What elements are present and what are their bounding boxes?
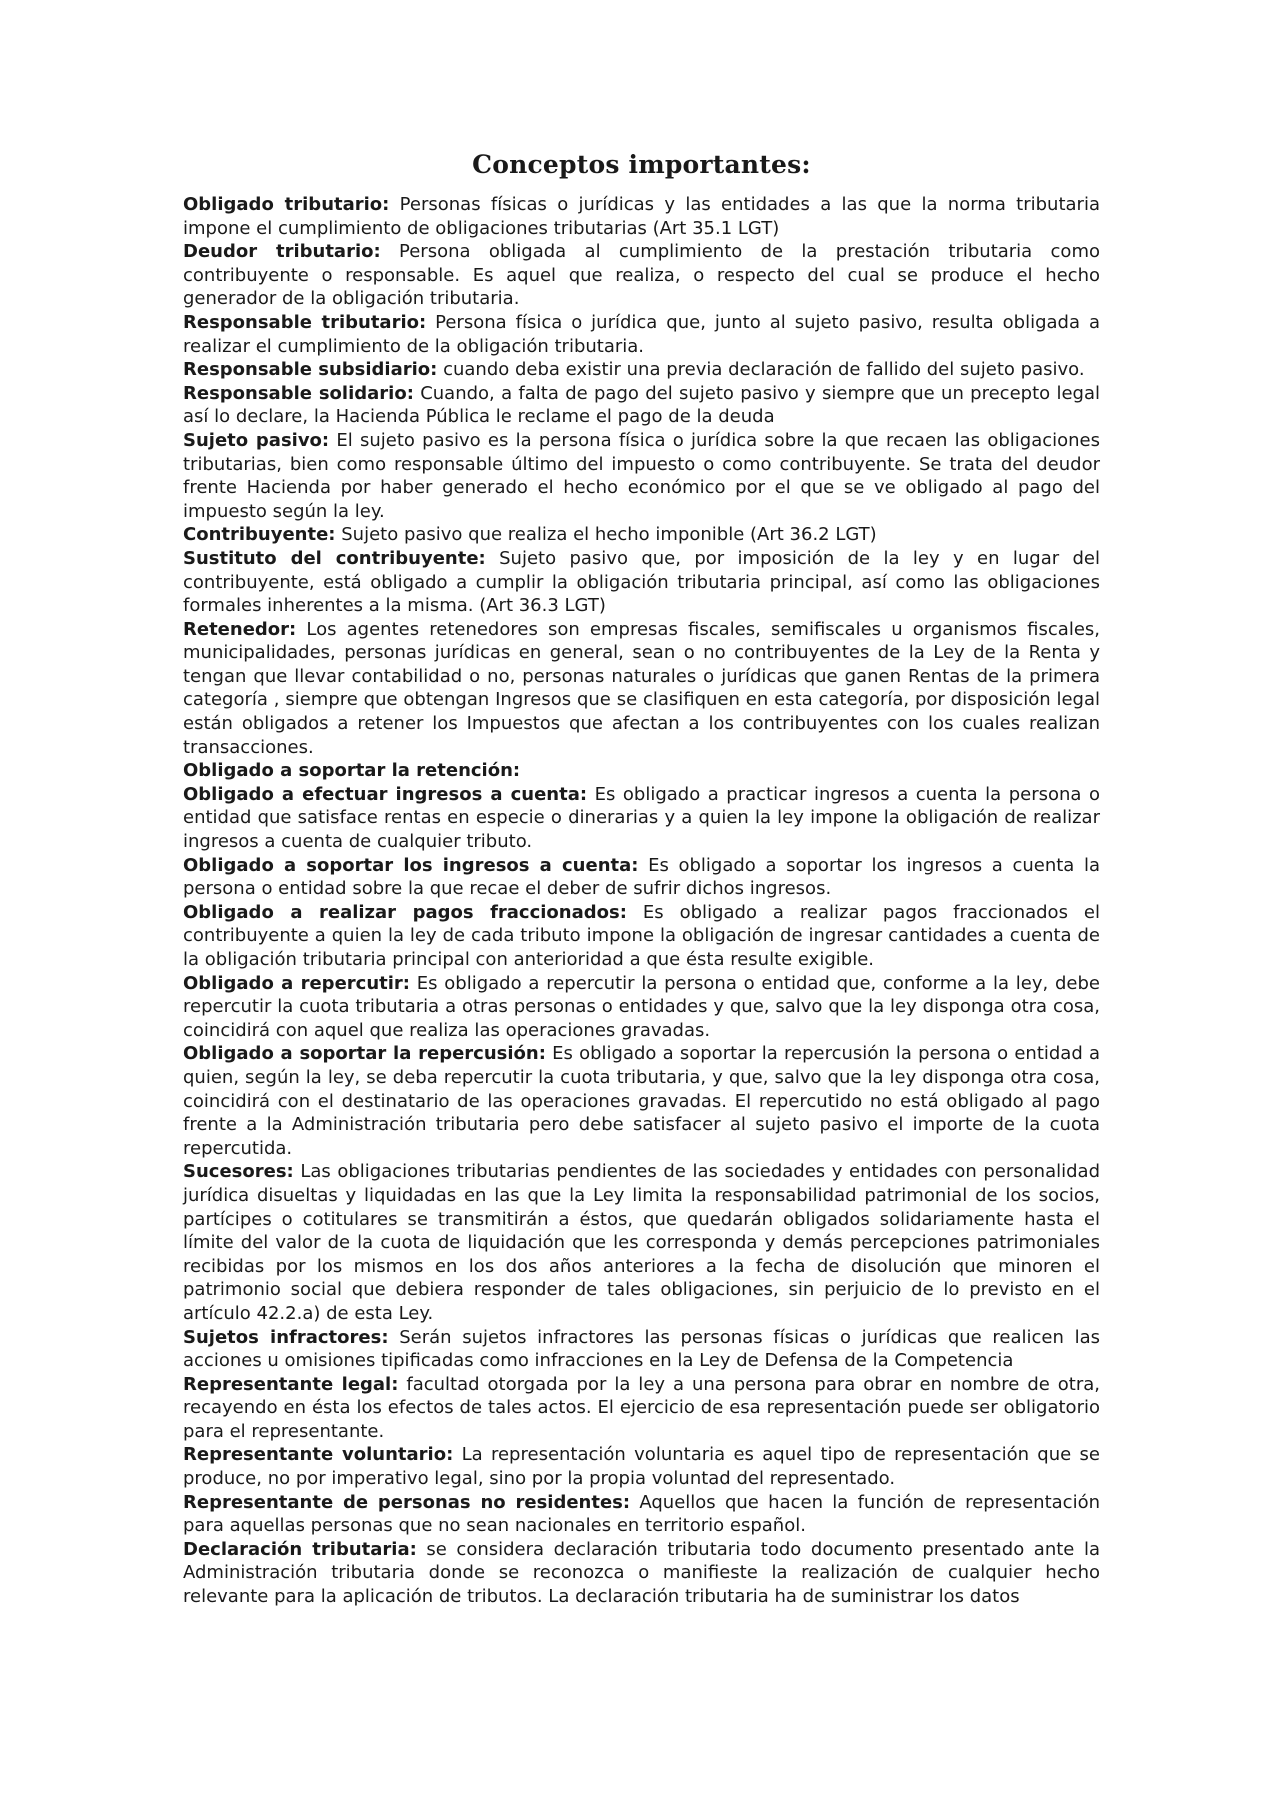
definition-entry: [183, 382, 1100, 429]
definition-text: Persona obligada al cumplimiento de la prestación tributaria como contribuyente o responsable. Es aquel que realiza, o respecto del cual se produce el hecho generador de la obligación tributaria.: [183, 241, 1100, 310]
definition-text: Es obligado a realizar pagos fraccionados el contribuyente a quien la ley de cada tributo impone la obligación de ingresar cantidades a cuenta de la obligación tributaria principal con anterioridad a que ésta resulte exigible.: [183, 901, 1100, 970]
definition-entry: [183, 854, 1100, 901]
definition-entry: [183, 1373, 1100, 1444]
definition-entry: [183, 783, 1100, 854]
definition-entry: [183, 358, 1100, 382]
definition-term: Obligado a realizar pagos fraccionados:: [183, 901, 627, 923]
definition-term: Responsable subsidiario:: [183, 359, 438, 381]
definition-term: Obligado tributario:: [183, 194, 390, 215]
definition-list: [183, 193, 1100, 1609]
definition-term: Sujeto pasivo:: [183, 429, 330, 451]
definition-term: Obligado a repercutir:: [183, 972, 410, 994]
definition-entry: [183, 1538, 1100, 1609]
definition-text: Sujeto pasivo que realiza el hecho imponible (Art 36.2 LGT): [335, 524, 877, 546]
document-page: [183, 150, 1100, 1609]
definition-entry: [183, 193, 1100, 240]
definition-text: Serán sujetos infractores las personas físicas o jurídicas que realicen las acciones u omisiones tipificadas como infracciones en la Ley de Defensa de la Competencia: [183, 1326, 1100, 1372]
definition-entry: [183, 547, 1100, 618]
definition-term: Retenedor:: [183, 618, 297, 640]
page-title: Conceptos importantes:: [472, 150, 811, 179]
definition-term: Obligado a soportar los ingresos a cuenta:: [183, 854, 639, 876]
definition-term: Obligado a soportar la retención:: [183, 760, 521, 782]
definition-term: Sustituto del contribuyente:: [183, 547, 486, 569]
definition-term: Representante legal:: [183, 1373, 399, 1395]
definition-term: Contribuyente:: [183, 524, 336, 546]
definition-entry: [183, 1326, 1100, 1373]
definition-entry: [183, 240, 1100, 311]
definition-entry: [183, 1443, 1100, 1490]
definition-term: Obligado a soportar la repercusión:: [183, 1043, 546, 1065]
definition-text: Es obligado a practicar ingresos a cuenta la persona o entidad que satisface rentas en especie o dinerarias y a quien la ley impone la obligación de realizar ingresos a cuenta de cualquier tributo.: [183, 783, 1100, 853]
definition-text: Sujeto pasivo que, por imposición de la ley y en lugar del contribuyente, está obligado a cumplir la obligación tributaria principal, así como las obligaciones formales inherentes a la misma. (Art 36.3 LGT): [183, 547, 1100, 617]
definition-text: cuando deba existir una previa declaración de fallido del sujeto pasivo.: [437, 359, 1085, 381]
definition-term: Responsable solidario:: [183, 382, 414, 404]
definition-term: Representante voluntario:: [183, 1444, 454, 1466]
definition-term: Declaración tributaria:: [183, 1538, 417, 1560]
definition-entry: [183, 972, 1100, 1043]
definition-entry: [183, 901, 1100, 972]
definition-text: Cuando, a falta de pago del sujeto pasivo y siempre que un precepto legal así lo declare, la Hacienda Pública le reclame el pago de la deuda: [183, 382, 1100, 428]
definition-entry: [183, 523, 1100, 547]
definition-text: facultad otorgada por la ley a una persona para obrar en nombre de otra, recayendo en ésta los efectos de tales actos. El ejercicio de esa representación puede ser obligatorio para el representante.: [183, 1373, 1100, 1442]
definition-term: Deudor tributario:: [183, 241, 381, 263]
definition-entry: [183, 311, 1100, 358]
definition-text: Es obligado a repercutir la persona o entidad que, conforme a la ley, debe repercutir la cuota tributaria a otras personas o entidades y que, salvo que la ley disponga otra cosa, coincidirá con aquel que realiza las operaciones gravadas.: [183, 972, 1100, 1041]
definition-text: Aquellos que hacen la función de representación para aquellas personas que no sean nacionales en territorio español.: [183, 1491, 1100, 1537]
definition-term: Obligado a efectuar ingresos a cuenta:: [183, 783, 588, 805]
definition-text: La representación voluntaria es aquel tipo de representación que se produce, no por imperativo legal, sino por la propia voluntad del representado.: [183, 1444, 1100, 1490]
definition-text: Las obligaciones tributarias pendientes de las sociedades y entidades con personalidad jurídica disueltas y liquidadas en las que la Ley limita la responsabilidad patrimonial de los socios, partícipes o cotitulares se transmitirán a éstos, que quedarán obligados solidariamente hasta el límite del valor de la cuota de liquidación que les corresponda y demás percepciones patrimoniales recibidas por los mismos en los dos años anteriores a la fecha de disolución que minoren el patrimonio social que debiera responder de tales obligaciones, sin perjuicio de lo previsto en el artículo 42.2.a) de esta Ley.: [183, 1161, 1100, 1324]
definition-term: Sucesores:: [183, 1161, 294, 1183]
definition-text: se considera declaración tributaria todo documento presentado ante la Administración tributaria donde se reconozca o manifieste la realización de cualquier hecho relevante para la aplicación de tributos. La declaración tributaria ha de suministrar los datos: [183, 1538, 1100, 1608]
definition-text: El sujeto pasivo es la persona física o jurídica sobre la que recaen las obligaciones tributarias, bien como responsable último del impuesto o como contribuyente. Se trata del deudor frente Hacienda por haber generado el hecho económico por el que se ve obligado al pago del impuesto según la ley.: [183, 429, 1100, 522]
definition-entry: [183, 1042, 1100, 1160]
definition-text: Es obligado a soportar los ingresos a cuenta la persona o entidad sobre la que recae el deber de sufrir dichos ingresos.: [183, 854, 1101, 900]
definition-entry: [183, 1160, 1100, 1325]
definition-text: Los agentes retenedores son empresas fiscales, semifiscales u organismos fiscales, municipalidades, personas jurídicas en general, sean o no contribuyentes de la Ley de la Renta y tengan que llevar contabilidad o no, personas naturales o jurídicas que ganen Rentas de la primera categoría , siempre que obtengan Ingresos que se clasifiquen en esta categoría, por disposición legal están obligados a retener los Impuestos que afectan a los contribuyentes con los cuales realizan transacciones.: [183, 618, 1100, 758]
definition-text: Persona física o jurídica que, junto al sujeto pasivo, resulta obligada a realizar el cumplimiento de la obligación tributaria.: [183, 311, 1100, 357]
definition-term: Responsable tributario:: [183, 311, 427, 333]
definition-entry: [183, 759, 1100, 783]
definition-entry: [183, 1491, 1100, 1538]
definition-entry: [183, 429, 1100, 523]
definition-text: Personas físicas o jurídicas y las entidades a las que la norma tributaria impone el cumplimiento de obligaciones tributarias (Art 35.1 LGT): [183, 194, 1100, 239]
definition-term: Sujetos infractores:: [183, 1326, 389, 1348]
definition-text: Es obligado a soportar la repercusión la persona o entidad a quien, según la ley, se deba repercutir la cuota tributaria, y que, salvo que la ley disponga otra cosa, coincidirá con el destinatario de las operaciones gravadas. El repercutido no está obligado al pago frente a la Administración tributaria pero debe satisfacer al sujeto pasivo el importe de la cuota repercutida.: [183, 1043, 1100, 1159]
definition-entry: [183, 618, 1100, 760]
definition-term: Representante de personas no residentes:: [183, 1491, 631, 1513]
